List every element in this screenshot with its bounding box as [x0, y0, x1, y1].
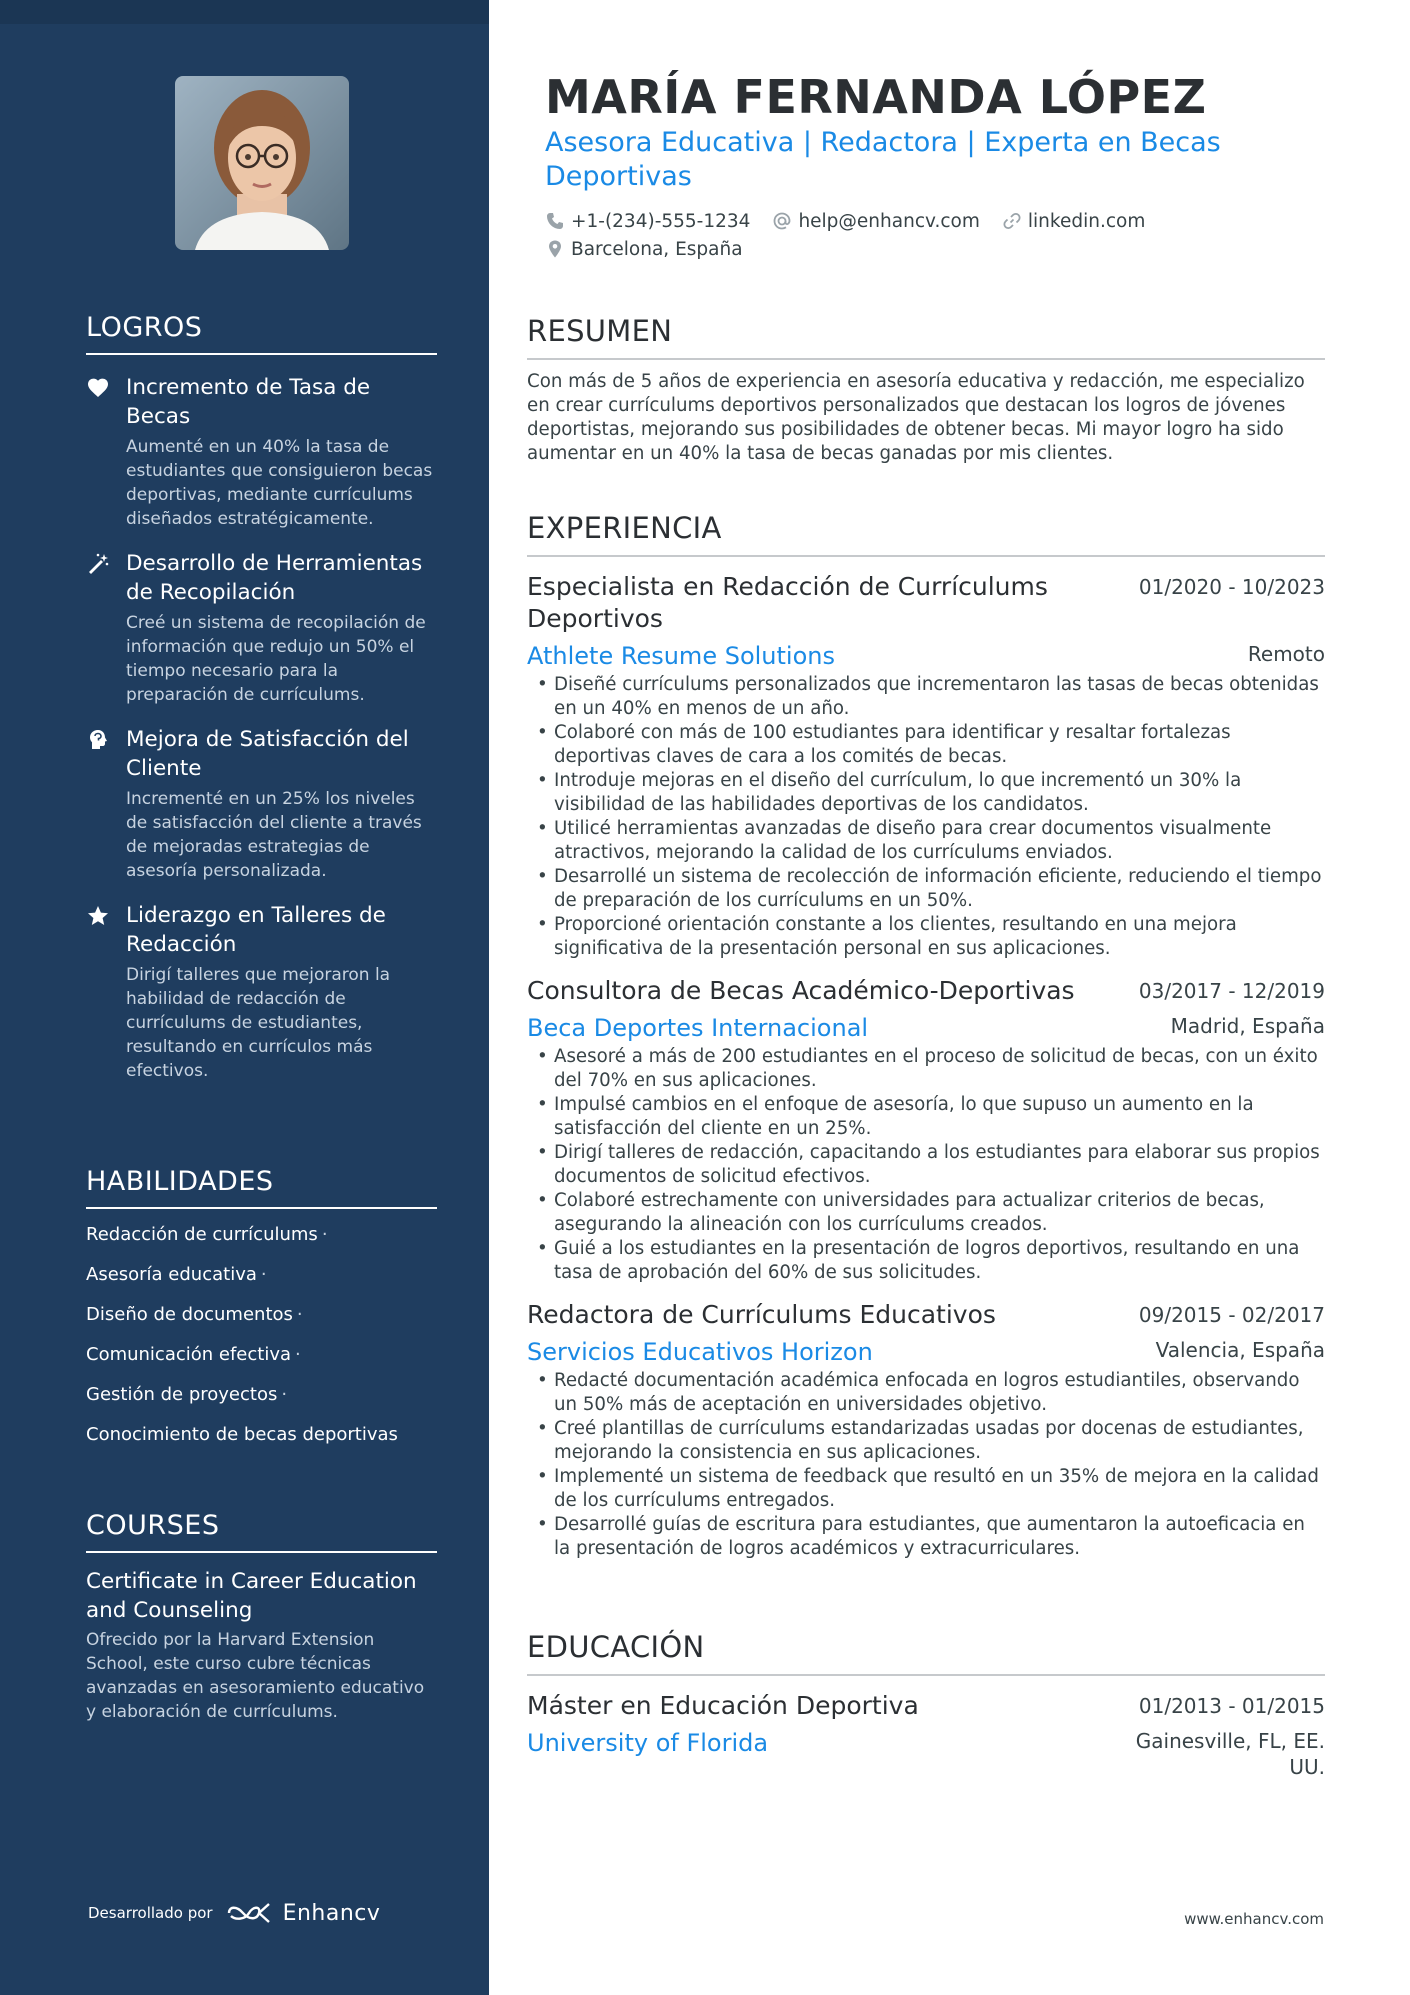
heart-icon — [86, 376, 110, 400]
contact-info — [545, 207, 1315, 263]
footer-website[interactable]: www.enhancv.com — [1184, 1910, 1324, 1928]
contact-row — [545, 235, 1315, 263]
job-entry — [527, 571, 1325, 961]
phone-text: +1-(234)-555-1234 — [571, 210, 751, 232]
skill-label: Comunicación efectiva — [86, 1344, 292, 1365]
achievement-title: Incremento de Tasa de Becas — [126, 375, 371, 429]
achievement-item — [86, 901, 437, 1083]
skill-separator: · — [321, 1224, 328, 1245]
skill-label: Gestión de proyectos — [86, 1384, 278, 1405]
link-icon — [1002, 211, 1022, 231]
skill-separator: · — [296, 1304, 303, 1325]
skill-item — [86, 1375, 437, 1415]
enhancv-logo-icon — [225, 1900, 273, 1926]
achievement-item — [86, 725, 437, 883]
skill-item — [86, 1295, 437, 1335]
achievements-section — [86, 312, 437, 1083]
skill-label: Redacción de currículums — [86, 1224, 318, 1245]
job-bullet: • Implementé un sistema de feedback que resultó en un 35% de mejora en la calidad de los currículums entregados. — [527, 1465, 1325, 1513]
skill-item — [86, 1415, 437, 1455]
job-location: Remoto — [1247, 642, 1325, 666]
skill-item — [86, 1215, 437, 1255]
job-company: Athlete Resume Solutions — [527, 642, 835, 670]
job-bullet: • Creé plantillas de currículums estandarizadas usadas por docenas de estudiantes, mejorando la consistencia en sus aplicaciones. — [527, 1417, 1325, 1465]
skill-item — [86, 1335, 437, 1375]
achievement-item — [86, 373, 437, 531]
achievement-title: Desarrollo de Herramientas de Recopilación — [126, 551, 423, 605]
location-pin-icon — [545, 239, 565, 259]
skill-item — [86, 1255, 437, 1295]
summary-title: RESUMEN — [527, 314, 1325, 360]
job-bullet: • Introduje mejoras en el diseño del currículum, lo que incrementó un 30% la visibilidad de las habilidades deportivas de los candidatos. — [527, 769, 1325, 817]
job-role: Especialista en Redacción de Currículums Deportivos — [527, 572, 1048, 633]
profile-photo — [175, 76, 349, 250]
sidebar — [0, 0, 489, 1995]
job-bullet: • Diseñé currículums personalizados que incrementaron las tasas de becas obtenidas en un 40% en menos de un año. — [527, 673, 1325, 721]
skills-section — [86, 1166, 437, 1455]
phone-icon — [545, 211, 565, 231]
course-title: Certificate in Career Education and Counseling — [86, 1569, 417, 1623]
at-icon — [772, 211, 792, 231]
enhancv-logo-text: Enhancv — [282, 1900, 381, 1926]
job-bullet: • Colaboré con más de 100 estudiantes para identificar y resaltar fortalezas deportivas claves de cara a los comités de becas. — [527, 721, 1325, 769]
skill-separator: · — [295, 1344, 301, 1365]
education-title: EDUCACIÓN — [527, 1630, 1325, 1676]
job-bullet: • Proporcioné orientación constante a los clientes, resultando en una mejora significativa de la presentación personal en sus aplicaciones. — [527, 913, 1325, 961]
summary-section — [527, 314, 1325, 466]
course-description: Ofrecido por la Harvard Extension School, este curso cubre técnicas avanzadas en asesoramiento educativo y elaboración de currículums. — [86, 1630, 425, 1722]
email-contact[interactable] — [772, 211, 979, 232]
job-bullet: • Guié a los estudiantes en la presentación de logros deportivos, resultando en una tasa de aprobación del 60% de sus solicitudes. — [527, 1237, 1325, 1285]
location-contact — [545, 239, 743, 260]
achievement-description: Creé un sistema de recopilación de información que redujo un 50% el tiempo necesario para la preparación de currículums. — [126, 613, 426, 705]
achievements-title: LOGROS — [86, 312, 437, 355]
experience-title: EXPERIENCIA — [527, 511, 1325, 557]
achievement-title: Mejora de Satisfacción del Cliente — [126, 727, 409, 781]
job-bullet: • Desarrollé guías de escritura para estudiantes, que aumentaron la autoeficacia en la presentación de logros académicos y extracurriculares. — [527, 1513, 1325, 1561]
job-company: Beca Deportes Internacional — [527, 1014, 869, 1042]
summary-text: Con más de 5 años de experiencia en asesoría educativa y redacción, me especializo en crear currículums deportivos personalizados que destacan los logros de jóvenes deportistas, mejorando sus posibilidades de obtener becas. Mi mayor logro ha sido aumentar en un 40% la tasa de becas ganadas por mis clientes. — [527, 371, 1305, 464]
job-role: Consultora de Becas Académico-Deportivas — [527, 976, 1075, 1005]
experience-section — [527, 511, 1325, 1561]
sidebar-top-strip — [0, 0, 489, 24]
email-text: help@enhancv.com — [798, 210, 980, 232]
skill-label: Diseño de documentos — [86, 1304, 293, 1325]
skill-separator: · — [281, 1384, 288, 1405]
star-icon — [86, 904, 110, 928]
education-school: University of Florida — [527, 1729, 769, 1757]
contact-row — [545, 207, 1315, 235]
education-degree: Máster en Educación Deportiva — [527, 1691, 919, 1720]
candidate-headline: Asesora Educativa | Redactora | Experta en Becas Deportivas — [545, 127, 1221, 192]
skill-label: Conocimiento de becas deportivas — [86, 1424, 398, 1445]
job-bullet: • Redacté documentación académica enfocada en logros estudiantiles, observando un 50% más de aceptación en universidades objetivo. — [527, 1369, 1325, 1417]
courses-title: COURSES — [86, 1510, 437, 1553]
job-entry — [527, 975, 1325, 1285]
linkedin-text: linkedin.com — [1027, 210, 1146, 232]
achievement-item — [86, 549, 437, 707]
job-bullet: • Colaboré estrechamente con universidades para actualizar criterios de becas, asegurando la alineación con los currículums creados. — [527, 1189, 1325, 1237]
skill-label: Asesoría educativa — [86, 1264, 257, 1285]
location-text: Barcelona, España — [571, 238, 743, 260]
job-bullet: • Desarrollé un sistema de recolección de información eficiente, reduciendo el tiempo de preparación de los currículums en un 50%. — [527, 865, 1325, 913]
job-bullets — [527, 1369, 1325, 1561]
courses-section — [86, 1510, 437, 1724]
job-location: Madrid, España — [1170, 1014, 1325, 1038]
achievement-title: Liderazgo en Talleres de Redacción — [126, 903, 386, 957]
job-dates: 09/2015 - 02/2017 — [1138, 1303, 1325, 1327]
candidate-name: MARÍA FERNANDA LÓPEZ — [545, 70, 1207, 124]
footer-brand — [88, 1900, 380, 1926]
achievement-description: Incrementé en un 25% los niveles de satisfacción del cliente a través de mejoradas estrategias de asesoría personalizada. — [126, 789, 422, 881]
job-bullets — [527, 673, 1325, 961]
skill-separator: · — [260, 1264, 267, 1285]
head-brain-icon — [86, 728, 110, 752]
job-bullet: • Impulsé cambios en el enfoque de asesoría, lo que supuso un aumento en la satisfacción del cliente en un 25%. — [527, 1093, 1325, 1141]
education-dates: 01/2013 - 01/2015 — [1138, 1694, 1325, 1718]
skill-list — [86, 1215, 437, 1455]
job-company: Servicios Educativos Horizon — [527, 1338, 873, 1366]
job-bullet: • Asesoré a más de 200 estudiantes en el proceso de solicitud de becas, con un éxito del 70% en sus aplicaciones. — [527, 1045, 1325, 1093]
job-role: Redactora de Currículums Educativos — [527, 1300, 996, 1329]
skills-title: HABILIDADES — [86, 1166, 437, 1209]
education-location: Gainesville, FL, EE. UU. — [1135, 1729, 1325, 1779]
job-bullet: • Utilicé herramientas avanzadas de diseño para crear documentos visualmente atractivos, mejorando la calidad de los currículums enviados. — [527, 817, 1325, 865]
job-location: Valencia, España — [1155, 1338, 1325, 1362]
achievement-description: Aumenté en un 40% la tasa de estudiantes que consiguieron becas deportivas, mediante currículums diseñados estratégicamente. — [126, 437, 433, 529]
phone-contact — [545, 211, 750, 232]
job-bullets — [527, 1045, 1325, 1285]
job-dates: 01/2020 - 10/2023 — [1138, 575, 1325, 599]
achievement-description: Dirigí talleres que mejoraron la habilidad de redacción de currículums de estudiantes, resultando en currículos más efectivos. — [126, 965, 391, 1081]
magic-wand-icon — [86, 552, 110, 576]
job-dates: 03/2017 - 12/2019 — [1138, 979, 1325, 1003]
job-bullet: • Dirigí talleres de redacción, capacitando a los estudiantes para elaborar sus propios documentos de solicitud efectivos. — [527, 1141, 1325, 1189]
education-section — [527, 1630, 1325, 1780]
job-entry — [527, 1299, 1325, 1561]
powered-by-label: Desarrollado por — [88, 1904, 213, 1922]
education-entry — [527, 1690, 1325, 1780]
linkedin-contact[interactable] — [1002, 211, 1145, 232]
